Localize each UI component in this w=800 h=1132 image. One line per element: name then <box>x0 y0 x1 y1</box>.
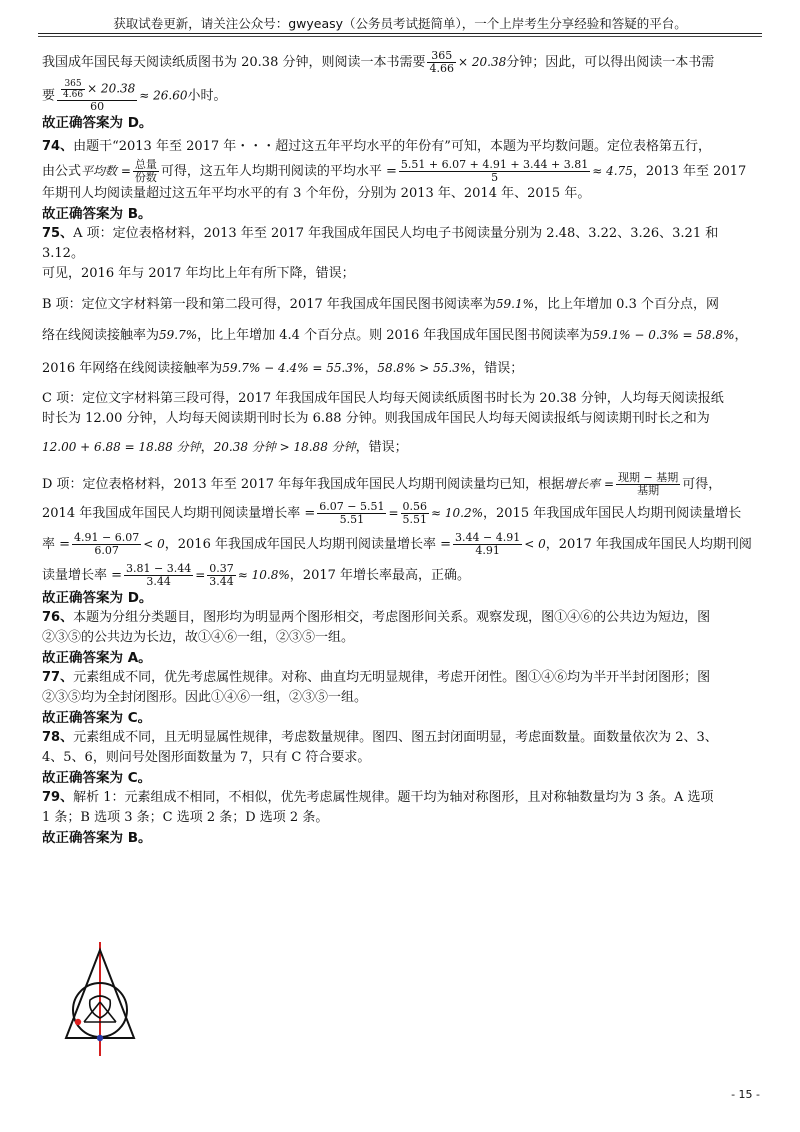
paragraph: 可见，2016 年与 2017 年均比上年有所下降，错误； <box>42 266 355 281</box>
paragraph: C 项：定位文字材料第三段可得，2017 年我国成年国民人均每天阅读纸质图书时长为 20.38 分钟，人均每天阅读报纸 <box>42 391 724 406</box>
header-rule-thin <box>38 36 762 37</box>
answer-line: 故正确答案为 C。 <box>42 770 152 786</box>
paragraph: 我国成年国民每天阅读纸质图书为 20.38 分钟，则阅读一本书需要 $\frac{365}{4.66}$ × 20.38分钟；因此，可以得出阅读一本书需 <box>42 49 715 75</box>
fraction: $\frac{3.44 - 4.91}{4.91}$ <box>455 531 521 557</box>
fraction: $\frac{365}{4.66}$ × 20.38 60 <box>57 79 137 113</box>
paragraph: D 项：定位表格材料，2013 年至 2017 年每年我国成年国民人均期刊阅读量均已知，根据增长率 = 现期 − 基期 基期 可得， <box>42 471 722 497</box>
paragraph: 12.00 + 6.88 = 18.88 分钟，20.38 分钟 > 18.88 分钟，错误； <box>42 440 408 455</box>
answer-line: 故正确答案为 B。 <box>42 206 152 222</box>
paragraph: 2016 年网络在线阅读接触率为59.7% − 4.4% = 55.3%，58.8% > 55.3%，错误； <box>42 361 524 376</box>
fraction: $\frac{6.07 - 5.51}{5.51}$ <box>319 500 385 526</box>
paragraph: 75、A 项：定位表格材料，2013 年至 2017 年我国成年国民人均电子书阅读量分别为 2.48、3.22、3.26、3.21 和 3.12。 <box>42 226 719 261</box>
paragraph: 读量增长率 = $\frac{3.81 - 3.44}{3.44}$ = $\frac{0.37}{3.44}$ ≈ 10.8%，2017 年增长率最高，正确。 <box>42 562 471 588</box>
answer-content <box>42 44 762 848</box>
paragraph: 1 条；B 选项 3 条；C 选项 2 条；D 选项 2 条。 <box>42 810 329 825</box>
answer-line: 故正确答案为 C。 <box>42 710 152 726</box>
answer-line: 故正确答案为 D。 <box>42 590 153 606</box>
fraction: $\frac{4.91 - 6.07}{6.07}$ <box>74 531 140 557</box>
fraction: 总量 份数 <box>134 158 157 184</box>
page-header: 获取试卷更新，请关注公众号：gwyeasy（公务员考试挺简单），一个上岸考生分享经验和答疑的平台。 <box>113 16 687 31</box>
paragraph: 率 = $\frac{4.91 - 6.07}{6.07}$ < 0，2016 年我国成年国民人均期刊阅读量增长率 = $\frac{3.44 - 4.91}{4.91}$ < 0，2017 年我国成年国民人均期刊阅 <box>42 531 752 557</box>
question-number: 75、 <box>42 226 74 241</box>
question-number: 79、 <box>42 790 74 805</box>
paragraph: 77、元素组成不同，优先考虑属性规律。对称、曲直均无明显规律，考虑开闭性。图①④⑥均为半开半封闭图形；图 <box>42 670 711 685</box>
paragraph: 2014 年我国成年国民人均期刊阅读量增长率 = $\frac{6.07 - 5.51}{5.51}$ = $\frac{0.56}{5.51}$ ≈ 10.2%，2015 年我国成年国民人均期刊阅读量增长 <box>42 500 742 526</box>
paragraph: 74、由题干“2013 年至 2017 年・・・超过这五年平均水平的年份有”可知，本题为平均数问题。定位表格第五行， <box>42 139 711 154</box>
answer-line: 故正确答案为 B。 <box>42 830 152 846</box>
paragraph: 4、5、6，则问号处图形面数量为 7，只有 C 符合要求。 <box>42 750 371 765</box>
answer-line: 故正确答案为 D。 <box>42 115 153 131</box>
question-number: 78、 <box>42 730 74 745</box>
paragraph: 络在线阅读接触率为59.7%，比上年增加 4.4 个百分点。则 2016 年我国成年国民图书阅读率为59.1% − 0.3% = 58.8%， <box>42 328 748 343</box>
paragraph: 79、解析 1：元素组成不相同，不相似，优先考虑属性规律。题干均为轴对称图形，且对称轴数量均为 3 条。A 选项 <box>42 790 714 805</box>
page-number: - 15 - <box>731 1088 760 1101</box>
paragraph: 78、元素组成不同，且无明显属性规律，考虑数量规律。图四、图五封闭面明显，考虑面数量。面数量依次为 2、3、 <box>42 730 718 745</box>
fraction: 现期 − 基期 基期 <box>618 471 679 497</box>
paragraph: B 项：定位文字材料第一段和第二段可得，2017 年我国成年国民图书阅读率为59.1%，比上年增加 0.3 个百分点，网 <box>42 297 719 312</box>
paragraph: 要 $\frac{365}{4.66}$ × 20.38 60 ≈ 26.60小时。 <box>42 79 227 113</box>
answer-line: 故正确答案为 A。 <box>42 650 152 666</box>
header-rule <box>38 33 762 34</box>
question-number: 76、 <box>42 610 74 625</box>
paragraph: ②③⑤均为全封闭图形。因此①④⑥一组，②③⑤一组。 <box>42 690 368 705</box>
question-number: 74、 <box>42 139 74 154</box>
question-number: 77、 <box>42 670 74 685</box>
fraction: $\frac{3.81 - 3.44}{3.44}$ <box>126 562 192 588</box>
marker-dot-red <box>75 1019 81 1025</box>
fraction: $\frac{0.56}{5.51}$ <box>402 500 428 526</box>
marker-dot-blue <box>97 1035 103 1041</box>
paragraph: 时长为 12.00 分钟，人均每天阅读期刊时长为 6.88 分钟。则我国成年国民人均每天阅读报纸与阅读期刊时长之和为 <box>42 411 710 426</box>
paragraph: 76、本题为分组分类题目，图形均为明显两个图形相交，考虑图形间关系。观察发现，图①④⑥的公共边为短边，图 <box>42 610 711 625</box>
paragraph: 年期刊人均阅读量超过这五年平均水平的有 3 个年份，分别为 2013 年、2014 年、2015 年。 <box>42 186 591 201</box>
paragraph: 由公式平均数 = 总量 份数 可得，这五年人均期刊阅读的平均水平 = $\frac{5.51 + 6.07 + 4.91 + 3.44 + 3.81}{5}$ ≈ 4.75，2013 年至 2017 <box>42 158 747 184</box>
paragraph: ②③⑤的公共边为长边，故①④⑥一组，②③⑤一组。 <box>42 630 355 645</box>
fraction: $\frac{0.37}{3.44}$ <box>209 562 234 588</box>
symmetry-figure <box>60 940 150 1060</box>
fraction: $\frac{5.51 + 6.07 + 4.91 + 3.44 + 3.81}{5}$ <box>400 158 589 184</box>
fraction: $\frac{365}{4.66}$ <box>429 49 454 75</box>
